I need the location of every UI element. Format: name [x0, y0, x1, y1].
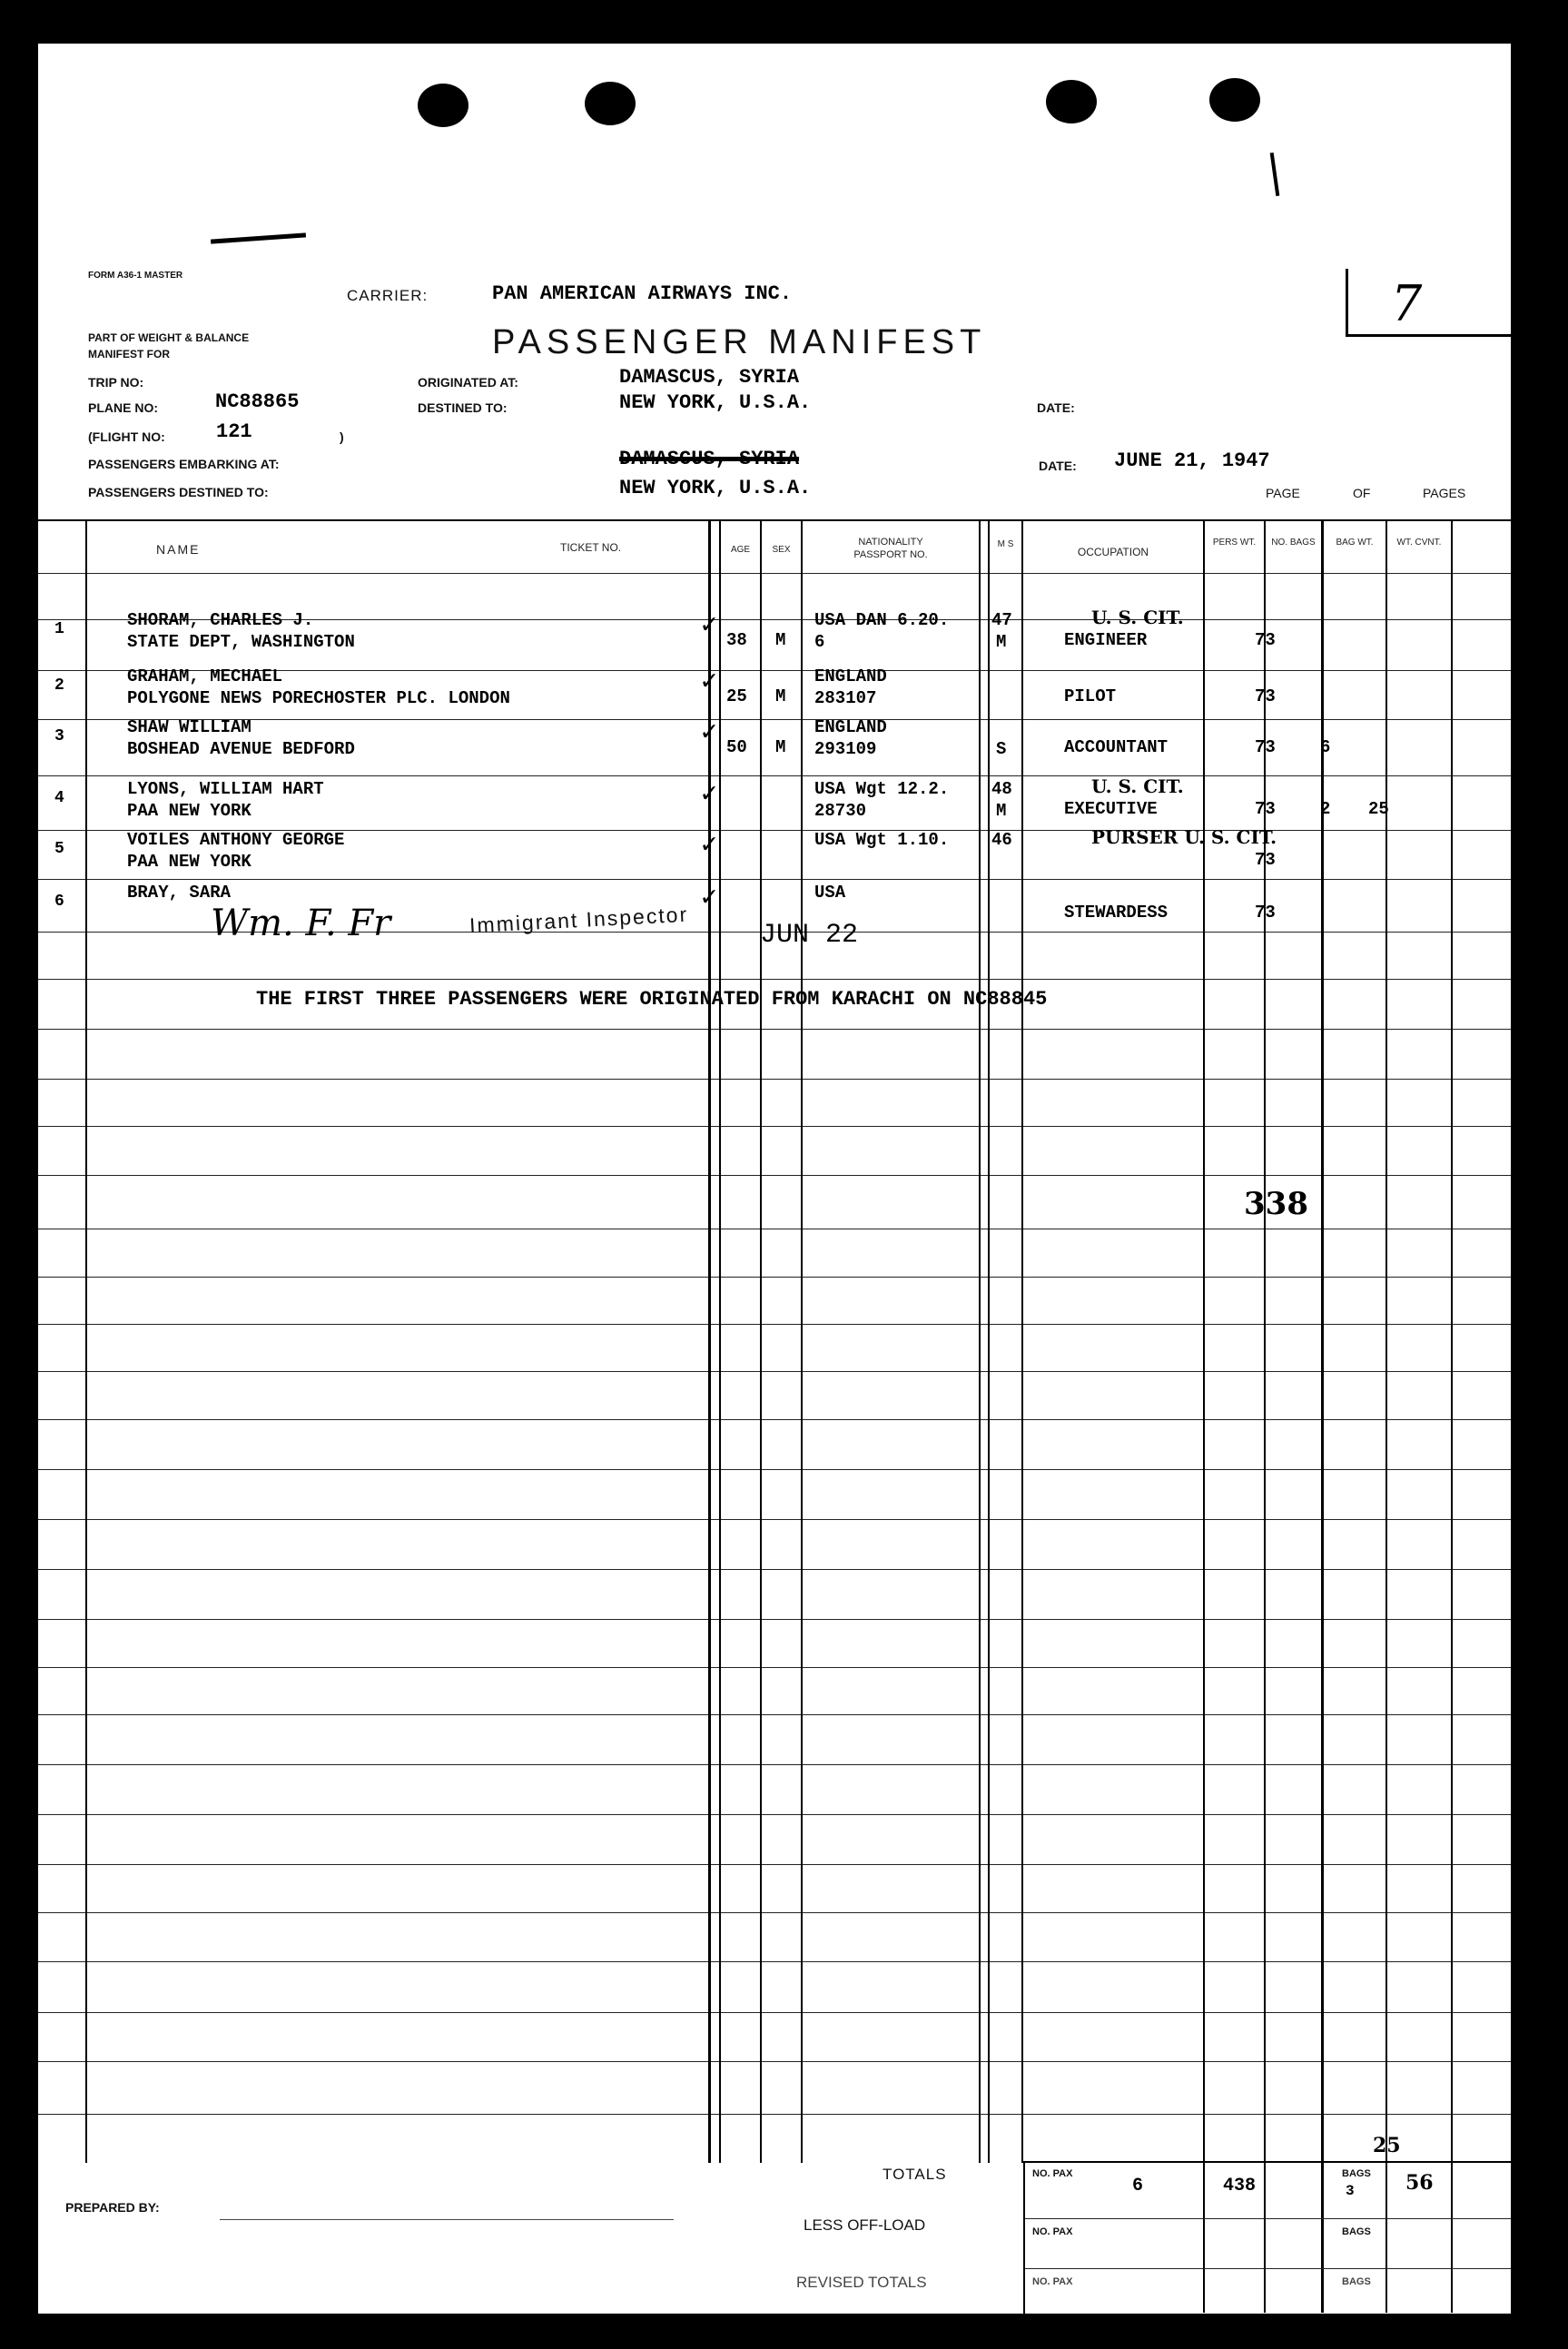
pers-wt: 73 [1255, 850, 1276, 870]
row-rule [38, 1814, 1511, 1815]
row-number: 3 [54, 727, 64, 745]
manifest-for-label: MANIFEST FOR [88, 348, 170, 360]
header-pers-wt: PERS WT. [1212, 538, 1257, 548]
punch-hole [418, 84, 468, 127]
header-bag-wt: BAG WT. [1336, 538, 1374, 548]
pers-wt: 73 [1255, 737, 1276, 757]
row-rule [38, 1764, 1511, 1765]
passenger-sex: M [775, 737, 786, 757]
ticket-check: ✓ [701, 883, 718, 914]
row-rule [38, 2012, 1511, 2013]
occupation: STEWARDESS [1064, 903, 1169, 923]
ticket-check: ✓ [701, 667, 718, 698]
passenger-name: LYONS, WILLIAM HART [127, 779, 324, 799]
occupation-status: U. S. CIT. [1091, 775, 1184, 797]
pen-mark [1270, 153, 1280, 196]
row-rule [38, 1419, 1511, 1420]
pers-wt: 73 [1255, 630, 1276, 650]
nationality: USA DAN 6.20. [814, 610, 950, 630]
col-line [708, 519, 711, 2163]
off-load-no-pax-label: NO. PAX [1032, 2226, 1073, 2237]
ticket-check: ✓ [701, 718, 718, 749]
prepared-by-label: PREPARED BY: [65, 2200, 160, 2215]
totals-weight-value: 438 [1223, 2176, 1257, 2196]
totals-rule [1023, 2218, 1511, 2219]
originated-at-value: DAMASCUS, SYRIA [619, 366, 800, 389]
passenger-name: GRAHAM, MECHAEL [127, 666, 283, 686]
totals-left-line [1023, 2161, 1025, 2314]
page-label: PAGE [1266, 486, 1300, 500]
col-line [1451, 519, 1453, 2313]
passenger-age: 50 [726, 737, 747, 757]
destined-to-passengers-value: NEW YORK, U.S.A. [619, 477, 812, 499]
nationality: USA Wgt 12.2. [814, 779, 950, 799]
row-rule [38, 1371, 1511, 1372]
row-rule [38, 879, 1511, 880]
col-line [988, 519, 990, 2163]
totals-bags-label: BAGS [1342, 2168, 1371, 2179]
inspector-signature: Wm. F. Fr [211, 903, 391, 944]
col-line [719, 519, 721, 2163]
passport-no: 28730 [814, 801, 867, 821]
page-number-box [1346, 269, 1511, 337]
row-number: 2 [54, 676, 64, 695]
occupation: ENGINEER [1064, 630, 1148, 650]
part-of-weight-label: PART OF WEIGHT & BALANCE [88, 331, 250, 344]
row-rule [38, 1714, 1511, 1715]
destined-to-passengers-label: PASSENGERS DESTINED TO: [88, 485, 269, 499]
marital-status: 46 [991, 830, 1012, 850]
totals-rule [1023, 2268, 1511, 2269]
passenger-name: VOILES ANTHONY GEORGE [127, 830, 345, 850]
handwritten-page-number: 7 [1391, 275, 1423, 332]
totals-bag-wt-value: 56 [1405, 2171, 1434, 2195]
passenger-address: STATE DEPT, WASHINGTON [127, 632, 355, 652]
totals-no-pax-value: 6 [1132, 2176, 1144, 2196]
no-bags: 6 [1320, 737, 1331, 757]
header-occupation: OCCUPATION [1077, 546, 1149, 558]
row-rule [38, 1569, 1511, 1570]
row-number: 1 [54, 620, 64, 638]
manifest-note: THE FIRST THREE PASSENGERS WERE ORIGINATED FROM KARACHI ON NC88845 [256, 988, 1048, 1011]
passenger-address: PAA NEW YORK [127, 801, 251, 821]
marital-status-2: M [996, 801, 1007, 821]
row-rule [38, 1277, 1511, 1278]
ticket-check: ✓ [701, 780, 718, 811]
occupation: EXECUTIVE [1064, 799, 1158, 819]
header-ms: M S [997, 539, 1014, 549]
punch-hole [1209, 78, 1260, 122]
table-top-rule [38, 519, 1511, 521]
passenger-name: SHORAM, CHARLES J. [127, 610, 314, 630]
passport-no: 6 [814, 632, 825, 652]
row-rule [38, 1324, 1511, 1325]
marital-status-2: M [996, 632, 1007, 652]
prepared-by-line [220, 2219, 674, 2220]
passenger-age: 38 [726, 630, 747, 650]
totals-no-pax-label: NO. PAX [1032, 2168, 1073, 2179]
header-name: NAME [156, 542, 201, 557]
revised-no-pax-label: NO. PAX [1032, 2276, 1073, 2287]
col-line [760, 519, 762, 2163]
nationality: USA Wgt 1.10. [814, 830, 950, 850]
row-rule [38, 1912, 1511, 1913]
row-rule [38, 775, 1511, 776]
plane-no-value: NC88865 [215, 390, 300, 413]
row-rule [38, 1126, 1511, 1127]
passenger-name: BRAY, SARA [127, 883, 232, 903]
pers-wt: 73 [1255, 686, 1276, 706]
header-no-bags: NO. BAGS [1271, 538, 1316, 548]
pages-label: PAGES [1423, 486, 1466, 500]
of-label: OF [1353, 486, 1371, 500]
row-number: 5 [54, 840, 64, 858]
row-rule [38, 1961, 1511, 1962]
row-rule [38, 1175, 1511, 1176]
nationality: ENGLAND [814, 717, 887, 737]
totals-label: TOTALS [883, 2166, 947, 2183]
header-age: AGE [730, 545, 751, 555]
stamp-date: JUN 22 [760, 920, 859, 951]
passenger-sex: M [775, 686, 786, 706]
row-number: 6 [54, 893, 64, 911]
destined-to-label: DESTINED TO: [418, 400, 508, 415]
embark-date-label: DATE: [1039, 459, 1077, 473]
col-line [979, 519, 981, 2163]
marital-status-2: S [996, 739, 1007, 759]
no-bags: 2 [1320, 799, 1331, 819]
col-line [1021, 519, 1023, 2163]
passenger-address: POLYGONE NEWS PORECHOSTER PLC. LONDON [127, 688, 510, 708]
less-off-load-label: LESS OFF-LOAD [804, 2216, 926, 2234]
nationality: USA [814, 883, 846, 903]
col-line [85, 519, 87, 2163]
embarking-at-value: DAMASCUS, SYRIA [619, 448, 800, 470]
marital-status: 47 [991, 610, 1012, 630]
col-line [1386, 519, 1387, 2313]
row-rule [38, 1079, 1511, 1080]
immigrant-inspector-stamp: Immigrant Inspector [468, 902, 689, 938]
manifest-page [38, 44, 1511, 2314]
bag-wt-handwritten-top: 25 [1373, 2134, 1401, 2157]
col-line [1321, 519, 1324, 2313]
revised-bags-label: BAGS [1342, 2276, 1371, 2287]
row-rule [38, 1029, 1511, 1030]
header-ticket-no: TICKET NO. [560, 541, 622, 554]
row-rule [38, 2114, 1511, 2115]
plane-no-label: PLANE NO: [88, 400, 158, 415]
occupation: PILOT [1064, 686, 1117, 706]
off-load-bags-label: BAGS [1342, 2226, 1371, 2237]
totals-bags-value: 3 [1346, 2183, 1355, 2199]
flight-no-value: 121 [216, 420, 252, 443]
header-bottom-rule [38, 573, 1511, 574]
passenger-name: SHAW WILLIAM [127, 717, 251, 737]
bag-wt: 25 [1368, 799, 1389, 819]
passport-no: 293109 [814, 739, 877, 759]
row-number: 4 [54, 789, 64, 807]
header-wt-cvnt: WT. CVNT. [1396, 538, 1442, 548]
pers-wt: 73 [1255, 799, 1276, 819]
row-rule [38, 1619, 1511, 1620]
punch-hole [1046, 80, 1097, 123]
form-id: FORM A36-1 MASTER [88, 271, 183, 281]
flight-no-paren: ) [340, 429, 344, 444]
header-passport: PASSPORT NO. [853, 549, 928, 560]
destined-to-value: NEW YORK, U.S.A. [619, 391, 812, 414]
passenger-sex: M [775, 630, 786, 650]
col-line [1264, 519, 1266, 2313]
revised-totals-label: REVISED TOTALS [796, 2274, 927, 2291]
row-rule [38, 1469, 1511, 1470]
occupation-status: PURSER U. S. CIT. [1091, 826, 1277, 848]
passenger-address: PAA NEW YORK [127, 852, 251, 872]
row-rule [38, 979, 1511, 980]
passenger-address: BOSHEAD AVENUE BEDFORD [127, 739, 355, 759]
handwritten-total: 338 [1244, 1186, 1308, 1222]
header-nationality: NATIONALITY [858, 537, 923, 548]
header-sex: SEX [772, 545, 791, 555]
form-title: PASSENGER MANIFEST [492, 323, 987, 361]
embark-date-value: JUNE 21, 1947 [1114, 449, 1270, 472]
row-rule [38, 1864, 1511, 1865]
occupation-status: U. S. CIT. [1091, 607, 1184, 628]
date-label: DATE: [1037, 400, 1075, 415]
nationality: ENGLAND [814, 666, 887, 686]
carrier-label: CARRIER: [347, 287, 429, 304]
pers-wt: 73 [1255, 903, 1276, 923]
row-rule [38, 1519, 1511, 1520]
row-rule [38, 2061, 1511, 2062]
trip-no-label: TRIP NO: [88, 375, 144, 390]
col-line [1203, 519, 1205, 2313]
passenger-age: 25 [726, 686, 747, 706]
passport-no: 283107 [814, 688, 877, 708]
originated-at-label: ORIGINATED AT: [418, 375, 518, 390]
row-rule [38, 719, 1511, 720]
flight-no-label: (FLIGHT NO: [88, 429, 165, 444]
ticket-check: ✓ [701, 611, 718, 642]
pen-mark [211, 232, 306, 243]
embarking-at-label: PASSENGERS EMBARKING AT: [88, 457, 280, 471]
ticket-check: ✓ [701, 831, 718, 862]
col-line [801, 519, 803, 2163]
marital-status: 48 [991, 779, 1012, 799]
occupation: ACCOUNTANT [1064, 737, 1169, 757]
punch-hole [585, 82, 636, 125]
row-rule [38, 1667, 1511, 1668]
totals-top-rule [1023, 2161, 1511, 2163]
carrier-value: PAN AMERICAN AIRWAYS INC. [492, 282, 793, 305]
